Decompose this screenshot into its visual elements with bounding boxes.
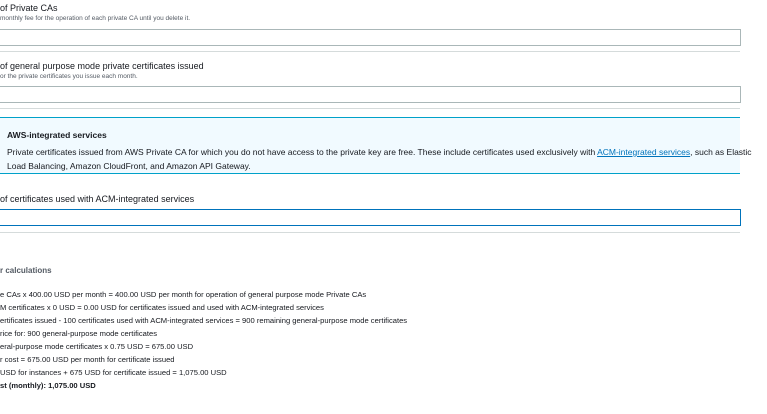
calculation-line: e CAs x 400.00 USD per month = 400.00 USD per month for operation of general purpose mode Private CAs — [0, 290, 367, 299]
calculation-line: USD for instances + 675 USD for certificate issued = 1,075.00 USD — [0, 368, 227, 377]
aws-integrated-info-panel — [0, 117, 752, 174]
calculations-title: r calculations — [0, 266, 52, 275]
info-body: Private certificates issued from AWS Private CA for which you do not have access to the private key are free. These include certificates used exclusively with ACM-integrated services, such as Elastic Load Balancing, Amazon CloudFront, and Amazon API Gateway. — [7, 147, 752, 171]
divider — [0, 108, 740, 109]
divider — [0, 232, 740, 233]
acm-integrated-services-link[interactable]: ACM-integrated services — [597, 147, 691, 157]
calculation-line: M certificates x 0 USD = 0.00 USD for certificates issued and used with ACM-integrated services — [0, 303, 324, 312]
general-certs-input[interactable] — [0, 86, 741, 103]
info-title: AWS-integrated services — [7, 130, 107, 140]
general-certs-description: or the private certificates you issue each month. — [0, 73, 138, 80]
private-cas-input[interactable] — [0, 29, 741, 46]
total-cost-line: st (monthly): 1,075.00 USD — [0, 381, 96, 390]
acm-certs-input[interactable] — [0, 209, 741, 226]
calculation-line: ertificates issued - 100 certificates used with ACM-integrated services = 900 remaining general-purpose mode certificates — [0, 316, 408, 325]
calculation-line: r cost = 675.00 USD per month for certificate issued — [0, 355, 175, 364]
divider — [0, 51, 740, 52]
calculation-line: rice for: 900 general-purpose mode certificates — [0, 329, 158, 338]
acm-certs-label: of certificates used with ACM-integrated services — [0, 194, 195, 204]
general-certs-label: of general purpose mode private certificates issued — [0, 61, 204, 71]
calculation-line: eral-purpose mode certificates x 0.75 USD = 675.00 USD — [0, 342, 194, 351]
private-cas-label: of Private CAs — [0, 3, 58, 13]
private-cas-description: monthly fee for the operation of each private CA until you delete it. — [0, 15, 191, 22]
